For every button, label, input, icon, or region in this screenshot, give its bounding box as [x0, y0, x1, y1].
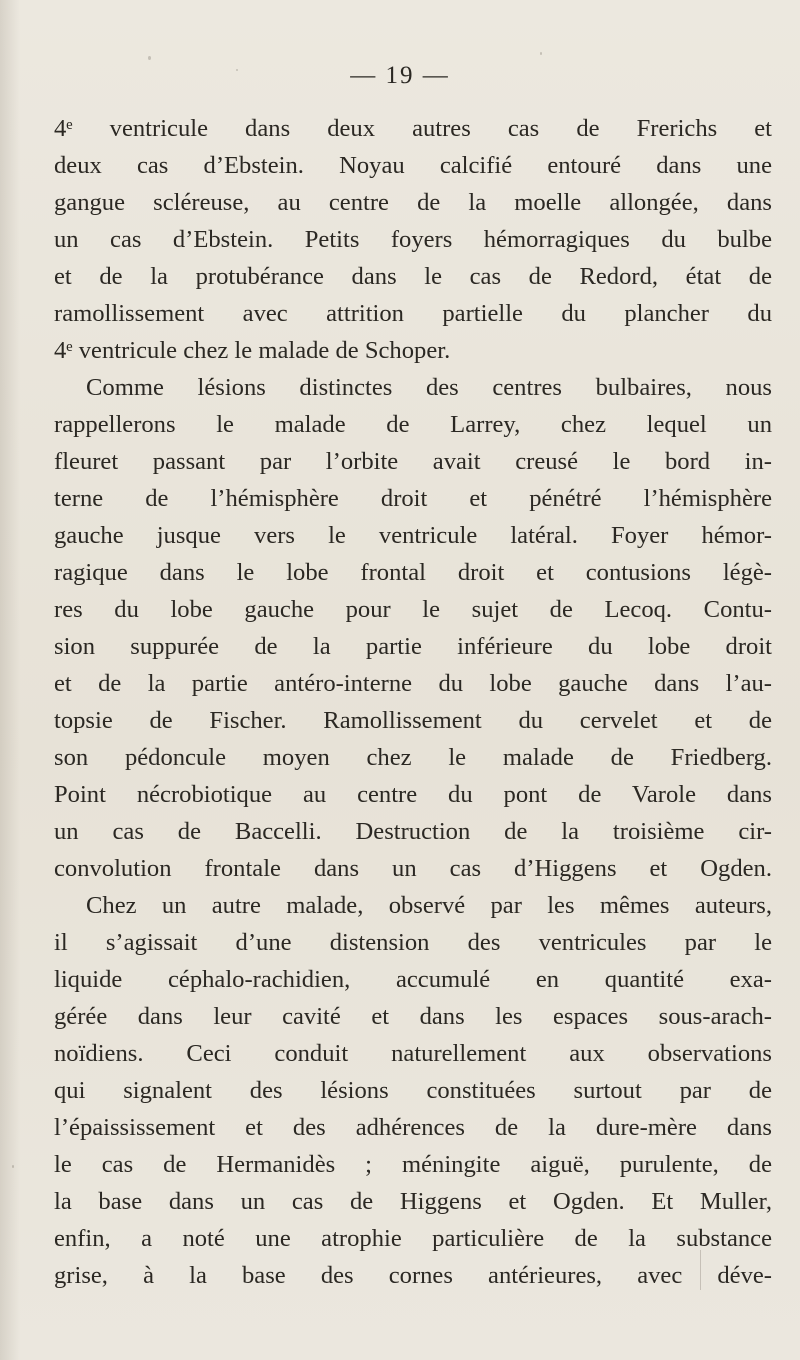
text-line: Comme lésions distinctes des centres bulbaires, nous	[86, 374, 772, 401]
paper-speck	[12, 1165, 14, 1168]
text-line: le cas de Hermanidès ; méningite aiguë, purulente, de	[54, 1151, 772, 1178]
text-line: qui signalent des lésions constituées surtout par de	[54, 1077, 772, 1104]
text-line: ragique dans le lobe frontal droit et contusions légè-	[54, 559, 772, 586]
text-line: enfin, a noté une atrophie particulière de la substance	[54, 1225, 772, 1252]
text-line: son pédoncule moyen chez le malade de Friedberg.	[54, 744, 772, 771]
text-line: un cas de Baccelli. Destruction de la troisième cir-	[54, 818, 772, 845]
text-line: noïdiens. Ceci conduit naturellement aux observations	[54, 1040, 772, 1067]
text-line: un cas d’Ebstein. Petits foyers hémorragiques du bulbe	[54, 226, 772, 253]
body-text	[54, 110, 772, 1294]
text-line: la base dans un cas de Higgens et Ogden. Et Muller,	[54, 1188, 772, 1215]
text-line: convolution frontale dans un cas d’Higgens et Ogden.	[54, 855, 772, 882]
text-line: liquide céphalo-rachidien, accumulé en quantité exa-	[54, 966, 772, 993]
text-line: deux cas d’Ebstein. Noyau calcifié entouré dans une	[54, 152, 772, 179]
text-line: 4ᵉ ventricule dans deux autres cas de Frerichs et	[54, 115, 772, 142]
text-line: ramollissement avec attrition partielle du plancher du	[54, 300, 772, 327]
text-line: grise, à la base des cornes antérieures, avec déve-	[54, 1262, 772, 1289]
page-number: — 19 —	[350, 62, 450, 89]
text-line: 4ᵉ ventricule chez le malade de Schoper.	[54, 337, 451, 364]
paper-mark	[700, 1250, 701, 1290]
text-line: l’épaississement et des adhérences de la dure-mère dans	[54, 1114, 772, 1141]
text-line: gauche jusque vers le ventricule latéral. Foyer hémor-	[54, 522, 772, 549]
paper-speck	[236, 69, 238, 71]
text-line: Point nécrobiotique au centre du pont de Varole dans	[54, 781, 772, 808]
text-line: gangue scléreuse, au centre de la moelle allongée, dans	[54, 189, 772, 216]
text-line: rappellerons le malade de Larrey, chez lequel un	[54, 411, 772, 438]
text-line: il s’agissait d’une distension des ventricules par le	[54, 929, 772, 956]
text-line: terne de l’hémisphère droit et pénétré l’hémisphère	[54, 485, 772, 512]
text-line: gérée dans leur cavité et dans les espaces sous-arach-	[54, 1003, 772, 1030]
text-line: fleuret passant par l’orbite avait creusé le bord in-	[54, 448, 772, 475]
text-line: Chez un autre malade, observé par les mêmes auteurs,	[86, 892, 772, 919]
text-line: res du lobe gauche pour le sujet de Lecoq. Contu-	[54, 596, 772, 623]
text-line: et de la protubérance dans le cas de Redord, état de	[54, 263, 772, 290]
paper-speck	[148, 56, 151, 60]
text-line: sion suppurée de la partie inférieure du lobe droit	[54, 633, 772, 660]
text-line: et de la partie antéro-interne du lobe gauche dans l’au-	[54, 670, 772, 697]
paper-speck	[540, 52, 542, 55]
page-edge-shadow	[0, 0, 20, 1360]
text-line: topsie de Fischer. Ramollissement du cervelet et de	[54, 707, 772, 734]
